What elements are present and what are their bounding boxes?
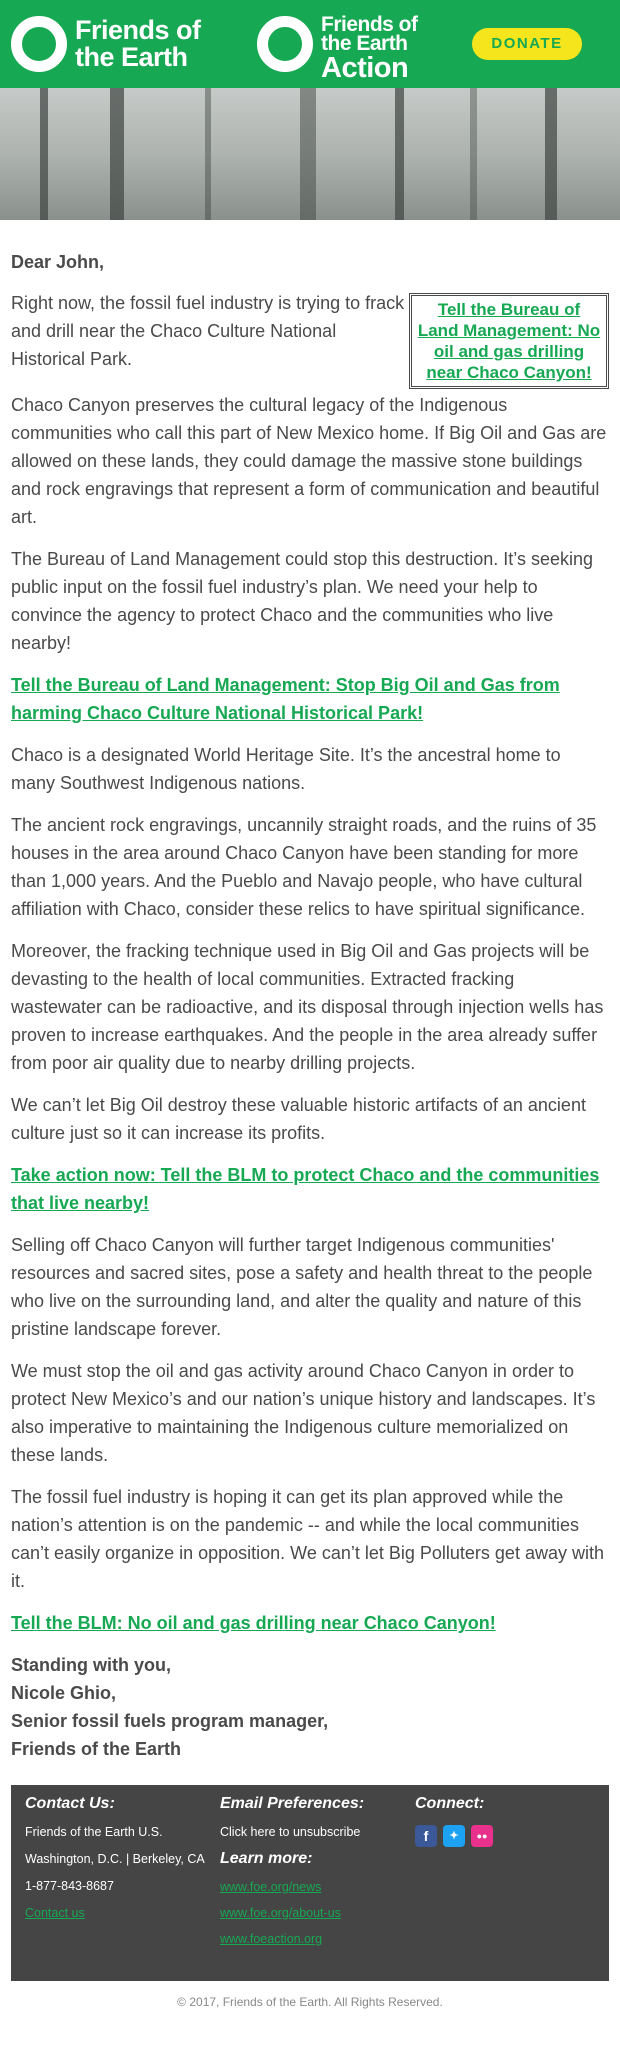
flickr-icon[interactable]: ●● [471,1825,493,1847]
connect-column [415,1795,595,1847]
greeting: Dear John, [11,252,105,272]
foe-ring-icon [11,16,67,72]
about-link[interactable]: www.foe.org/about-us [220,1906,341,1920]
signature: Standing with you, Nicole Ghio, Senior fossil fuels program manager, Friends of the Earth [11,1655,329,1759]
forest-hero-image [0,88,620,220]
tree-trunk [470,88,477,220]
email-header [0,0,620,88]
tree-trunk [40,88,48,220]
body-paragraph: We can’t let Big Oil destroy these valuable historic artifacts of an ancient culture just so it can increase its profits. [11,1095,586,1143]
body-paragraph: The fossil fuel industry is hoping it can get its plan approved while the nation’s attention is on the pandemic -- and while the local communities can’t easily organize in opposition. We can’t let Big Polluters get away with it. [11,1487,604,1591]
foe-action-link[interactable]: www.foeaction.org [220,1932,323,1946]
foe-logo-text: Friends of the Earth [75,15,201,72]
copyright: © 2017, Friends of the Earth. All Rights Reserved. [177,1995,443,2009]
email-preferences-heading: Email Preferences: [220,1795,365,1812]
cta-link-stop-big-oil[interactable]: Tell the Bureau of Land Management: Stop Big Oil and Gas from harming Chaco Culture National Historical Park! [11,675,560,723]
body-paragraph: We must stop the oil and gas activity around Chaco Canyon in order to protect New Mexico’s and our nation’s unique history and landscapes. It’s also imperative to maintaining the Indigenous culture memorialized on these lands. [11,1361,596,1465]
tree-trunk [110,88,124,220]
body-paragraph: The Bureau of Land Management could stop this destruction. It’s seeking public input on the fossil fuel industry’s plan. We need your help to convince the agency to protect Chaco and the communities who live nearby! [11,549,594,653]
cta-link-no-drilling[interactable]: Tell the BLM: No oil and gas drilling near Chaco Canyon! [11,1613,496,1633]
body-paragraph: Selling off Chaco Canyon will further target Indigenous communities' resources and sacred sites, pose a safety and health threat to the people who live on the surrounding land, and alter the quality and nature of this pristine landscape forever. [11,1235,593,1339]
contact-column [25,1795,205,1932]
body-paragraph: Chaco Canyon preserves the cultural legacy of the Indigenous communities who call this part of New Mexico home. If Big Oil and Gas are allowed on these lands, they could damage the massive stone buildings and rock engravings that represent a form of communication and beautiful art. [11,395,607,527]
foe-action-logo[interactable] [257,13,457,84]
body-paragraph: The ancient rock engravings, uncannily straight roads, and the ruins of 35 houses in the area around Chaco Canyon have been standing for more than 1,000 years. And the Pueblo and Navajo people, who have cultural affiliation with Chaco, consider these relics to have spiritual significance. [11,815,597,919]
tree-trunk [205,88,211,220]
email-footer [11,1785,609,1981]
foe-logo[interactable] [11,13,231,75]
donate-button[interactable]: DONATE [472,28,582,60]
callout-link[interactable]: Tell the Bureau of Land Management: No oil and gas drilling near Chaco Canyon! [417,300,601,382]
intro-section [11,289,609,382]
twitter-icon[interactable]: ✦ [443,1825,465,1847]
body-paragraph: Chaco is a designated World Heritage Site. It’s the ancestral home to many Southwest Indigenous nations. [11,745,561,793]
org-name: Friends of the Earth U.S. [25,1825,163,1839]
org-location: Washington, D.C. | Berkeley, CA [25,1852,205,1866]
tree-trunk [300,88,316,220]
email-body [0,252,620,1763]
preferences-column [220,1795,400,1958]
callout-box [409,293,609,389]
news-link[interactable]: www.foe.org/news [220,1880,322,1894]
foe-action-logo-text: Friends of the Earth Action [321,13,418,84]
contact-heading: Contact Us: [25,1795,115,1812]
foe-action-ring-icon [257,16,313,72]
connect-heading: Connect: [415,1795,485,1812]
org-phone: 1-877-843-8687 [25,1879,114,1893]
learn-more-heading: Learn more: [220,1850,313,1867]
body-paragraph: Moreover, the fracking technique used in Big Oil and Gas projects will be devasting to the health of local communities. Extracted fracking wastewater can be radioactive, and its disposal through injection wells has proven to increase earthquakes. And the people in the area already suffer from poor air quality due to nearby drilling projects. [11,941,604,1073]
facebook-icon[interactable]: f [415,1825,437,1847]
unsubscribe-link[interactable]: Click here to unsubscribe [220,1825,361,1839]
tree-trunk [545,88,557,220]
intro-paragraph: Right now, the fossil fuel industry is trying to frack and drill near the Chaco Culture National Historical Park. [11,293,405,369]
tree-trunk [395,88,404,220]
social-icons [415,1825,595,1847]
contact-us-link[interactable]: Contact us [25,1906,85,1920]
cta-link-take-action[interactable]: Take action now: Tell the BLM to protect Chaco and the communities that live nearby! [11,1165,600,1213]
